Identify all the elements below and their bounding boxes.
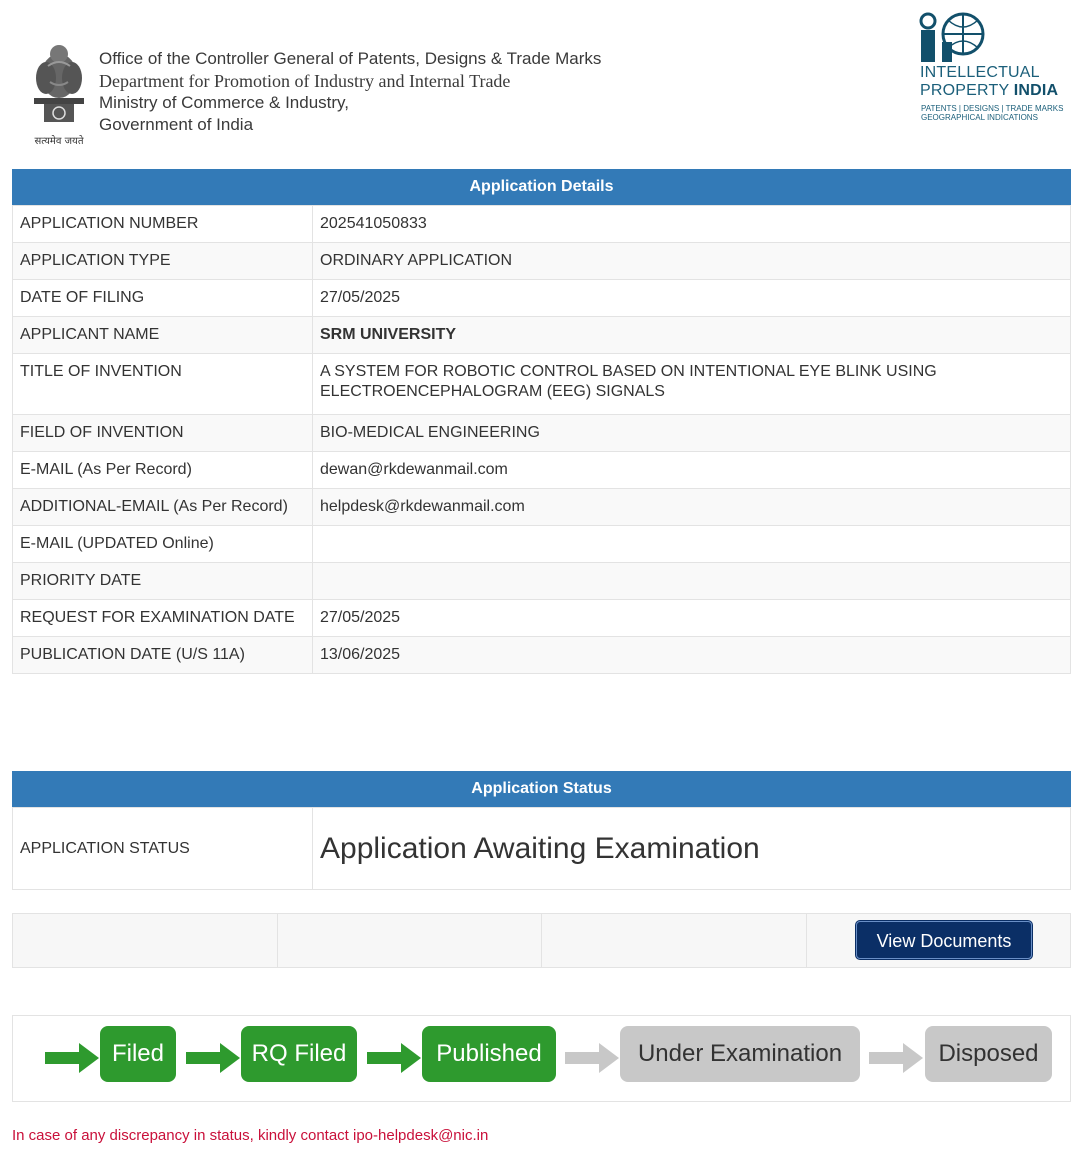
detail-label: ADDITIONAL-EMAIL (As Per Record) [13, 489, 313, 526]
arrow-right-icon [186, 1043, 240, 1073]
org-line-2: Department for Promotion of Industry and Internal Trade [99, 71, 511, 91]
table-row [13, 526, 1071, 563]
detail-label: DATE OF FILING [13, 280, 313, 317]
logo-line-3: PATENTS | DESIGNS | TRADE MARKS [921, 104, 1064, 113]
status-progress-tracker [12, 1015, 1071, 1102]
emblem-caption: सत्यमेव जयते [34, 136, 84, 147]
status-stage: Published [422, 1026, 556, 1082]
detail-value: 27/05/2025 [313, 280, 1071, 317]
detail-value [313, 526, 1071, 563]
status-value: Application Awaiting Examination [313, 808, 1071, 890]
detail-label: APPLICATION NUMBER [13, 206, 313, 243]
detail-label: PRIORITY DATE [13, 563, 313, 600]
arrow-right-icon [45, 1043, 99, 1073]
org-line-3: Ministry of Commerce & Industry, [99, 93, 350, 112]
detail-value: 202541050833 [313, 206, 1071, 243]
detail-value: helpdesk@rkdewanmail.com [313, 489, 1071, 526]
application-status-table [12, 807, 1071, 890]
table-row [13, 452, 1071, 489]
application-details-header: Application Details [12, 169, 1071, 205]
detail-label: FIELD OF INVENTION [13, 415, 313, 452]
org-line-1: Office of the Controller General of Patents, Designs & Trade Marks [99, 49, 602, 68]
table-row [13, 243, 1071, 280]
detail-value: BIO-MEDICAL ENGINEERING [313, 415, 1071, 452]
table-row [13, 600, 1071, 637]
arrow-right-icon [367, 1043, 421, 1073]
logo-line-1: INTELLECTUAL [920, 64, 1040, 81]
table-row [13, 808, 1071, 890]
org-line-4: Government of India [99, 115, 254, 134]
ip-logo-icon [918, 12, 988, 64]
logo-line-4: GEOGRAPHICAL INDICATIONS [921, 113, 1038, 122]
table-row [13, 206, 1071, 243]
detail-value: dewan@rkdewanmail.com [313, 452, 1071, 489]
page-header [0, 0, 1071, 165]
table-row [13, 280, 1071, 317]
arrow-right-icon [869, 1043, 923, 1073]
table-row [13, 637, 1071, 674]
detail-value: 13/06/2025 [313, 637, 1071, 674]
ip-india-logo [918, 12, 1068, 127]
status-stage: RQ Filed [241, 1026, 357, 1082]
detail-label: APPLICATION TYPE [13, 243, 313, 280]
logo-line-2b: INDIA [1013, 82, 1059, 99]
arrow-right-icon [565, 1043, 619, 1073]
detail-label: E-MAIL (UPDATED Online) [13, 526, 313, 563]
organization-name [99, 48, 601, 136]
status-stage: Disposed [925, 1026, 1052, 1082]
detail-value: SRM UNIVERSITY [313, 317, 1071, 354]
status-stage: Filed [100, 1026, 176, 1082]
table-row [13, 317, 1071, 354]
table-row [13, 489, 1071, 526]
status-stage: Under Examination [620, 1026, 860, 1082]
detail-value: A SYSTEM FOR ROBOTIC CONTROL BASED ON INTENTIONAL EYE BLINK USING ELECTROENCEPHALOGRAM (EEG) SIGNALS [313, 354, 1071, 415]
detail-label: APPLICANT NAME [13, 317, 313, 354]
view-documents-button[interactable]: View Documents [856, 921, 1032, 959]
application-details-table [12, 205, 1071, 674]
table-row [13, 415, 1071, 452]
status-label: APPLICATION STATUS [13, 808, 313, 890]
detail-value: 27/05/2025 [313, 600, 1071, 637]
detail-label: PUBLICATION DATE (U/S 11A) [13, 637, 313, 674]
detail-label: REQUEST FOR EXAMINATION DATE [13, 600, 313, 637]
national-emblem-icon [26, 38, 92, 148]
table-row [13, 354, 1071, 415]
detail-value [313, 563, 1071, 600]
discrepancy-note: In case of any discrepancy in status, kindly contact ipo-helpdesk@nic.in [12, 1127, 489, 1144]
table-row [13, 563, 1071, 600]
logo-line-2a: PROPERTY [920, 82, 1014, 99]
detail-label: E-MAIL (As Per Record) [13, 452, 313, 489]
application-status-header: Application Status [12, 771, 1071, 807]
detail-label: TITLE OF INVENTION [13, 354, 313, 415]
detail-value: ORDINARY APPLICATION [313, 243, 1071, 280]
